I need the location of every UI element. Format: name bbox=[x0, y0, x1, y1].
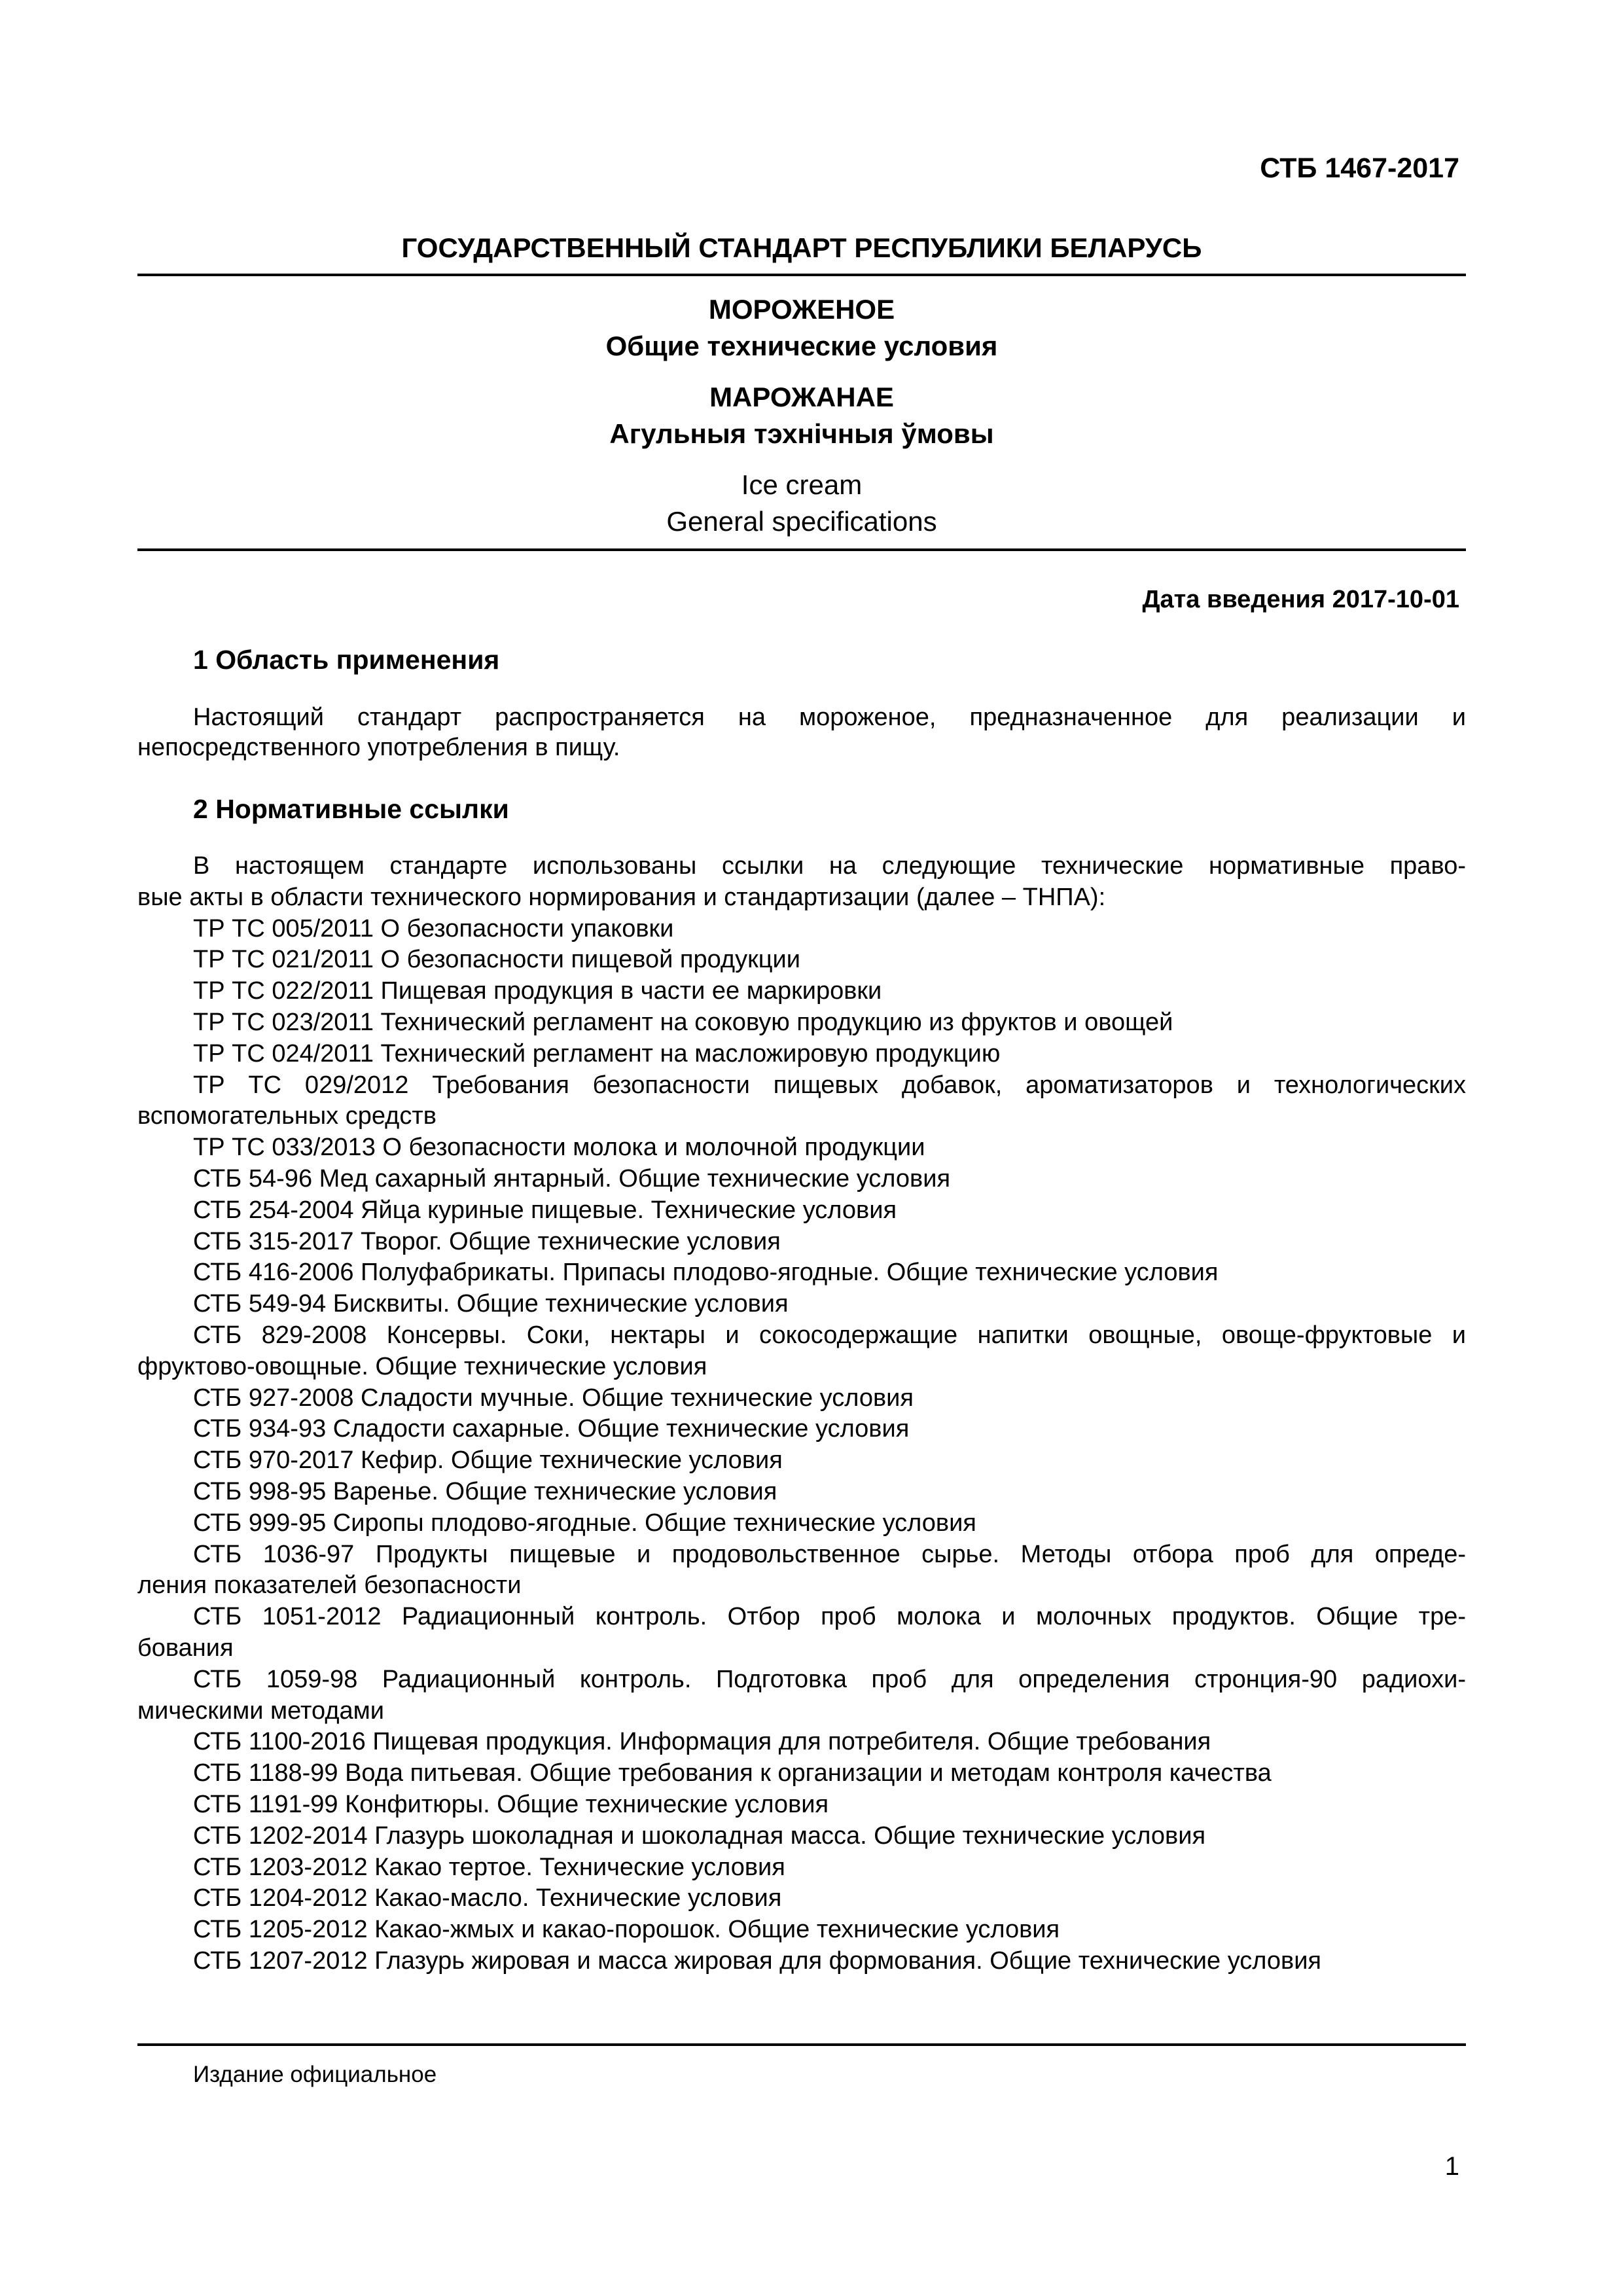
reference-item: СТБ 1059-98 Радиационный контроль. Подготовка проб для определения стронция-90 радиохи- bbox=[193, 1665, 1466, 1693]
reference-item: ТР ТС 005/2011 О безопасности упаковки bbox=[193, 914, 674, 942]
reference-item: СТБ 927-2008 Сладости мучные. Общие технические условия bbox=[193, 1384, 914, 1412]
reference-item: ТР ТС 029/2012 Требования безопасности пищевых добавок, ароматизаторов и технологических bbox=[193, 1071, 1466, 1099]
reference-item: СТБ 1051-2012 Радиационный контроль. Отбор проб молока и молочных продуктов. Общие тре- bbox=[193, 1603, 1466, 1631]
reference-item: СТБ 1036-97 Продукты пищевые и продовольственное сырье. Методы отбора проб для опреде- bbox=[193, 1540, 1466, 1568]
reference-item: СТБ 999-95 Сиропы плодово-ягодные. Общие технические условия bbox=[193, 1509, 976, 1537]
reference-item: ТР ТС 021/2011 О безопасности пищевой продукции bbox=[193, 946, 800, 974]
reference-item: СТБ 829-2008 Консервы. Соки, нектары и сокосодержащие напитки овощные, овоще-фруктовые и bbox=[193, 1321, 1466, 1349]
reference-item: СТБ 1188-99 Вода питьевая. Общие требования к организации и методам контроля качества bbox=[193, 1759, 1272, 1787]
title-en-subtitle: General specifications bbox=[666, 506, 937, 537]
reference-item: СТБ 1203-2012 Какао тертое. Технические условия bbox=[193, 1853, 785, 1881]
refs-intro-line: В настоящем стандарте использованы ссылки на следующие технические нормативные право- bbox=[193, 852, 1466, 880]
reference-item: СТБ 970-2017 Кефир. Общие технические условия bbox=[193, 1446, 783, 1475]
introduction-date: Дата введения 2017-10-01 bbox=[1142, 586, 1459, 613]
footer-rule bbox=[137, 2043, 1466, 2046]
reference-item-continuation: вспомогательных средств bbox=[137, 1102, 437, 1130]
title-block bbox=[137, 291, 1466, 540]
page-number: 1 bbox=[1444, 2152, 1459, 2181]
reference-item-continuation: бования bbox=[137, 1634, 234, 1662]
reference-item: СТБ 1204-2012 Какао-масло. Технические условия bbox=[193, 1884, 782, 1912]
reference-item: СТБ 416-2006 Полуфабрикаты. Припасы плодово-ягодные. Общие технические условия bbox=[193, 1259, 1219, 1287]
reference-item-continuation: мическими методами bbox=[137, 1696, 384, 1725]
title-ru-subtitle: Общие технические условия bbox=[605, 331, 998, 361]
reference-item: СТБ 549-94 Бисквиты. Общие технические условия bbox=[193, 1290, 789, 1318]
section-1-heading: 1 Область применения bbox=[193, 645, 500, 675]
reference-item: СТБ 1205-2012 Какао-жмых и какао-порошок. Общие технические условия bbox=[193, 1916, 1060, 1944]
state-standard-title: ГОСУДАРСТВЕННЫЙ СТАНДАРТ РЕСПУБЛИКИ БЕЛАРУСЬ bbox=[401, 232, 1202, 263]
normative-references-list bbox=[137, 851, 1466, 1977]
section-1-text: Настоящий стандарт распространяется на мороженое, предназначенное для реализации и непосредственного употребления в пищу. bbox=[137, 704, 1466, 761]
reference-item: СТБ 934-93 Сладости сахарные. Общие технические условия bbox=[193, 1415, 910, 1443]
reference-item-continuation: ления показателей безопасности bbox=[137, 1571, 522, 1600]
reference-item: СТБ 1202-2014 Глазурь шоколадная и шоколадная масса. Общие технические условия bbox=[193, 1821, 1206, 1850]
reference-item: ТР ТС 033/2013 О безопасности молока и молочной продукции bbox=[193, 1134, 925, 1162]
title-by-name: МАРОЖАНАЕ bbox=[709, 382, 894, 412]
reference-item: СТБ 1191-99 Конфитюры. Общие технические условия bbox=[193, 1790, 829, 1818]
reference-item-continuation: фруктово-овощные. Общие технические условия bbox=[137, 1352, 707, 1380]
title-en-name: Ice cream bbox=[741, 469, 863, 500]
reference-item: ТР ТС 024/2011 Технический регламент на масложировую продукцию bbox=[193, 1039, 1001, 1067]
reference-item: СТБ 254-2004 Яйца куриные пищевые. Технические условия bbox=[193, 1196, 897, 1224]
title-by-subtitle: Агульныя тэхнічныя ўмовы bbox=[609, 418, 994, 449]
title-bottom-rule bbox=[137, 548, 1466, 551]
refs-intro-line: вые акты в области технического нормирования и стандартизации (далее – ТНПА): bbox=[137, 883, 1106, 911]
reference-item: СТБ 54-96 Мед сахарный янтарный. Общие технические условия bbox=[193, 1164, 951, 1193]
edition-note: Издание официальное bbox=[193, 2062, 437, 2087]
reference-item: ТР ТС 023/2011 Технический регламент на соковую продукцию из фруктов и овощей bbox=[193, 1008, 1173, 1036]
standard-number: СТБ 1467-2017 bbox=[1260, 152, 1459, 184]
top-rule bbox=[137, 274, 1466, 276]
reference-item: ТР ТС 022/2011 Пищевая продукция в части ее маркировки bbox=[193, 977, 882, 1005]
title-ru-name: МОРОЖЕНОЕ bbox=[708, 294, 895, 325]
reference-item: СТБ 315-2017 Творог. Общие технические условия bbox=[193, 1227, 781, 1255]
reference-item: СТБ 998-95 Варенье. Общие технические условия bbox=[193, 1477, 777, 1505]
section-2-heading: 2 Нормативные ссылки bbox=[193, 794, 509, 824]
reference-item: СТБ 1207-2012 Глазурь жировая и масса жировая для формования. Общие технические условия bbox=[193, 1946, 1322, 1975]
reference-item: СТБ 1100-2016 Пищевая продукция. Информация для потребителя. Общие требования bbox=[193, 1728, 1211, 1756]
